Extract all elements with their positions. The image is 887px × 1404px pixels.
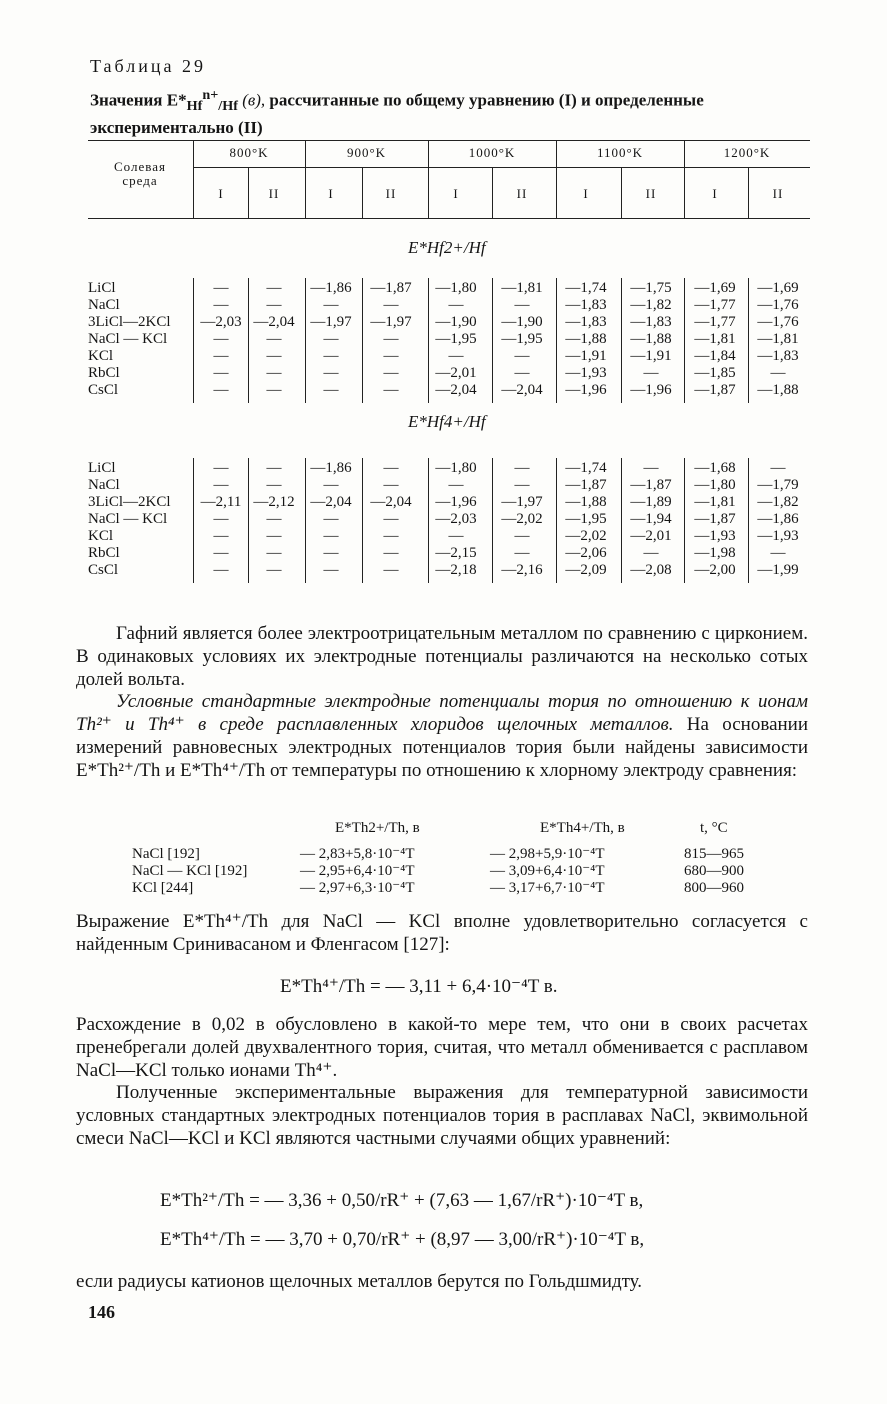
table-cell: — xyxy=(383,348,399,364)
table-cell: —1,97 xyxy=(310,314,352,330)
table-cell: — xyxy=(266,528,282,544)
table-cell: —1,93 xyxy=(565,365,607,381)
mini-range: 800—960 xyxy=(684,880,744,896)
salt-name: NaCl xyxy=(88,297,120,313)
salt-name: CsCl xyxy=(88,562,119,578)
table-cell: —1,77 xyxy=(694,297,736,313)
title-sub: Hf xyxy=(186,98,203,115)
table-cell: — xyxy=(323,348,339,364)
table-cell: —2,00 xyxy=(694,562,736,578)
table-cell: —1,87 xyxy=(565,477,607,493)
table-cell: — xyxy=(448,477,464,493)
table-cell: — xyxy=(213,382,229,398)
table-cell: — xyxy=(266,511,282,527)
table-cell: — xyxy=(266,477,282,493)
table-cell: — xyxy=(383,365,399,381)
table-cell: — xyxy=(383,511,399,527)
table-cell: —1,95 xyxy=(435,331,477,347)
table-cell: — xyxy=(323,331,339,347)
title-part2: рассчитанные по общему уравнению (I) и определенные экспериментально (II) xyxy=(90,90,704,138)
header-col: I xyxy=(712,186,718,201)
table-cell: —1,88 xyxy=(565,331,607,347)
mini-value: — 3,09+6,4·10⁻⁴T xyxy=(490,863,605,879)
table-cell: —1,75 xyxy=(630,280,672,296)
header-col: II xyxy=(645,186,657,201)
mini-salt: KCl [244] xyxy=(132,880,194,896)
header-temp: 1200°K xyxy=(723,145,771,160)
table-cell: —1,95 xyxy=(565,511,607,527)
table-cell: —2,15 xyxy=(435,545,477,561)
table-cell: —1,80 xyxy=(435,280,477,296)
salt-name: RbCl xyxy=(88,365,120,381)
page-number: 146 xyxy=(88,1302,115,1322)
header-col: II xyxy=(385,186,397,201)
table-cell: —2,04 xyxy=(370,494,412,510)
table-cell: —1,82 xyxy=(630,297,672,313)
table-cell: —1,96 xyxy=(565,382,607,398)
table-cell: — xyxy=(514,365,530,381)
mini-value: — 2,95+6,4·10⁻⁴T xyxy=(300,863,415,879)
table-cell: — xyxy=(323,528,339,544)
table-cell: — xyxy=(383,297,399,313)
table-cell: —1,96 xyxy=(630,382,672,398)
table-cell: — xyxy=(323,562,339,578)
table-cell: —2,16 xyxy=(501,562,543,578)
table-caption: Таблица 29 xyxy=(90,56,206,76)
table-cell: — xyxy=(448,528,464,544)
paragraph-3: Выражение E*Th⁴⁺/Th для NaCl — KCl вполне удовлетворительно согласуется с найденным Сринивасаном и Фленгасом [127]: xyxy=(76,911,808,955)
table-cell: —1,81 xyxy=(757,331,799,347)
table-cell: —1,80 xyxy=(694,477,736,493)
table-cell: — xyxy=(643,365,659,381)
mini-range: 680—900 xyxy=(684,863,744,879)
table-cell: — xyxy=(770,365,786,381)
table-cell: —1,86 xyxy=(757,511,799,527)
table-cell: —1,74 xyxy=(565,280,607,296)
sub-divider xyxy=(362,167,363,218)
table-cell: —1,83 xyxy=(565,297,607,313)
table-cell: — xyxy=(514,348,530,364)
table-cell: — xyxy=(514,545,530,561)
table-cell: —1,95 xyxy=(501,331,543,347)
table-cell: —1,86 xyxy=(310,460,352,476)
table-cell: —1,81 xyxy=(501,280,543,296)
table-cell: —2,02 xyxy=(501,511,543,527)
header-col: II xyxy=(772,186,784,201)
table-cell: —2,04 xyxy=(253,314,295,330)
salt-name: LiCl xyxy=(88,280,116,296)
table-cell: —1,76 xyxy=(757,314,799,330)
header-temp: 900°K xyxy=(346,145,387,160)
table-cell: — xyxy=(266,365,282,381)
formula-1: E*Th⁴⁺/Th = — 3,11 + 6,4·10⁻⁴T в. xyxy=(280,976,558,997)
table-cell: —1,97 xyxy=(370,314,412,330)
table-cell: — xyxy=(213,365,229,381)
table-cell: — xyxy=(643,460,659,476)
table-cell: — xyxy=(266,382,282,398)
table-cell: —1,83 xyxy=(757,348,799,364)
table-cell: — xyxy=(213,348,229,364)
table-cell: — xyxy=(643,545,659,561)
table-cell: —2,09 xyxy=(565,562,607,578)
table-top-rule xyxy=(88,140,810,141)
mini-header: t, °C xyxy=(700,820,728,836)
mini-value: — 3,17+6,7·10⁻⁴T xyxy=(490,880,605,896)
table-cell: — xyxy=(266,545,282,561)
table-cell: —1,74 xyxy=(565,460,607,476)
salt-name: LiCl xyxy=(88,460,116,476)
table-cell: —1,68 xyxy=(694,460,736,476)
mini-header: E*Th4+/Th, в xyxy=(540,820,625,836)
table-cell: — xyxy=(323,511,339,527)
table-cell: — xyxy=(266,562,282,578)
table-cell: — xyxy=(213,297,229,313)
section-label: E*Hf2+/Hf xyxy=(408,238,486,257)
salt-name: 3LiCl—2KCl xyxy=(88,494,171,510)
table-cell: — xyxy=(323,297,339,313)
table-cell: — xyxy=(213,562,229,578)
mini-range: 815—965 xyxy=(684,846,744,862)
table-cell: —1,90 xyxy=(501,314,543,330)
salt-name: 3LiCl—2KCl xyxy=(88,314,171,330)
salt-name: CsCl xyxy=(88,382,119,398)
header-col: I xyxy=(218,186,224,201)
sub-divider xyxy=(748,167,749,218)
table-cell: — xyxy=(383,460,399,476)
table-cell: —1,81 xyxy=(694,331,736,347)
mini-salt: NaCl [192] xyxy=(132,846,200,862)
table-cell: — xyxy=(213,545,229,561)
table-cell: — xyxy=(213,528,229,544)
table-cell: — xyxy=(323,382,339,398)
paragraph-4: Расхождение в 0,02 в обусловлено в какой-то мере тем, что они в своих расчетах пренебрегали долей двухвалентного тория, считая, что металл обменивается с расплавом NaCl—KCl только ионами Th⁴⁺. xyxy=(76,1014,808,1081)
table-cell: —2,04 xyxy=(501,382,543,398)
salt-name: NaCl — KCl xyxy=(88,331,168,347)
table-cell: —2,04 xyxy=(435,382,477,398)
table-cell: —1,80 xyxy=(435,460,477,476)
paragraph-5: Полученные экспериментальные выражения для температурной зависимости условных стандартных электродных потенциалов тория в расплавах NaCl, эквимольной смеси NaCl—KCl и KCl являются частными случаями общих уравнений: xyxy=(76,1082,808,1149)
table-cell: — xyxy=(266,297,282,313)
title-unit: (в), xyxy=(242,90,266,110)
table-cell: — xyxy=(323,365,339,381)
table-cell: —1,87 xyxy=(370,280,412,296)
mini-value: — 2,97+6,3·10⁻⁴T xyxy=(300,880,415,896)
header-salt: Солевая среда xyxy=(114,159,166,188)
header-col: I xyxy=(453,186,459,201)
table-cell: —1,83 xyxy=(565,314,607,330)
table-cell: —1,76 xyxy=(757,297,799,313)
table-cell: — xyxy=(213,511,229,527)
sub-divider xyxy=(621,167,622,218)
mini-salt: NaCl — KCl [192] xyxy=(132,863,248,879)
paragraph-2 xyxy=(76,690,808,782)
table-cell: —1,69 xyxy=(757,280,799,296)
table-cell: — xyxy=(213,280,229,296)
sub-divider xyxy=(248,167,249,218)
paragraph-6: если радиусы катионов щелочных металлов берутся по Гольдшмидту. xyxy=(76,1271,643,1292)
formula-3: E*Th⁴⁺/Th = — 3,70 + 0,70/rR⁺ + (8,97 — 3,00/rR⁺)·10⁻⁴T в, xyxy=(160,1229,645,1250)
table-cell: —1,89 xyxy=(630,494,672,510)
table-cell: — xyxy=(266,460,282,476)
table-cell: —1,96 xyxy=(435,494,477,510)
header-temp: 1000°K xyxy=(468,145,516,160)
table-cell: — xyxy=(448,297,464,313)
table-cell: —1,77 xyxy=(694,314,736,330)
table-cell: — xyxy=(448,348,464,364)
table-cell: —1,88 xyxy=(757,382,799,398)
paragraph-2-body: На основании измерений равновесных электродных потенциалов тория были найдены зависимости E*Th²⁺/Th и E*Th⁴⁺/Th от температуры по отношению к хлорному электроду сравнения: xyxy=(76,714,809,781)
table-cell: —1,98 xyxy=(694,545,736,561)
table-cell: — xyxy=(514,297,530,313)
table-cell: —1,99 xyxy=(757,562,799,578)
table-cell: — xyxy=(514,528,530,544)
table-cell: — xyxy=(514,477,530,493)
table-cell: —2,02 xyxy=(565,528,607,544)
table-header-rule xyxy=(193,167,810,168)
table-cell: —1,86 xyxy=(310,280,352,296)
table-cell: —2,08 xyxy=(630,562,672,578)
paragraph-2-heading: Условные стандартные электродные потенциалы тория по отношению к ионам Th²⁺ и Th⁴⁺ в среде расплавленных хлоридов щелочных металлов. xyxy=(76,691,808,735)
salt-name: RbCl xyxy=(88,545,120,561)
table-cell: —1,88 xyxy=(565,494,607,510)
table-cell: —1,84 xyxy=(694,348,736,364)
table-cell: —2,06 xyxy=(565,545,607,561)
table-cell: —2,12 xyxy=(253,494,295,510)
table-cell: —1,87 xyxy=(694,511,736,527)
table-cell: — xyxy=(383,477,399,493)
table-cell: — xyxy=(383,528,399,544)
header-temp: 1100°K xyxy=(596,145,644,160)
mini-value: — 2,98+5,9·10⁻⁴T xyxy=(490,846,605,862)
header-col: I xyxy=(583,186,589,201)
table-cell: — xyxy=(213,477,229,493)
table-title xyxy=(90,84,810,139)
table-cell: —1,94 xyxy=(630,511,672,527)
table-cell: — xyxy=(213,331,229,347)
table-cell: —1,69 xyxy=(694,280,736,296)
table-cell: — xyxy=(770,460,786,476)
table-head-bottom-rule xyxy=(88,218,810,219)
table-cell: — xyxy=(514,460,530,476)
table-cell: — xyxy=(323,477,339,493)
table-cell: — xyxy=(383,382,399,398)
table-cell: —2,01 xyxy=(435,365,477,381)
sub-divider xyxy=(492,167,493,218)
table-cell: —1,87 xyxy=(630,477,672,493)
table-cell: —2,03 xyxy=(435,511,477,527)
header-col: I xyxy=(328,186,334,201)
table-cell: —1,85 xyxy=(694,365,736,381)
table-cell: — xyxy=(266,331,282,347)
table-cell: —1,79 xyxy=(757,477,799,493)
table-cell: —1,83 xyxy=(630,314,672,330)
table-cell: —1,82 xyxy=(757,494,799,510)
table-cell: —1,91 xyxy=(630,348,672,364)
table-cell: —1,93 xyxy=(694,528,736,544)
mini-value: — 2,83+5,8·10⁻⁴T xyxy=(300,846,415,862)
table-cell: — xyxy=(266,348,282,364)
title-sub2: /Hf xyxy=(218,98,238,115)
salt-name: NaCl xyxy=(88,477,120,493)
table-cell: —1,97 xyxy=(501,494,543,510)
salt-name: NaCl — KCl xyxy=(88,511,168,527)
table-cell: — xyxy=(323,545,339,561)
table-cell: —2,03 xyxy=(200,314,242,330)
title-part1: Значения E* xyxy=(90,90,187,110)
mini-header: E*Th2+/Th, в xyxy=(335,820,420,836)
table-cell: —1,87 xyxy=(694,382,736,398)
formula-2: E*Th²⁺/Th = — 3,36 + 0,50/rR⁺ + (7,63 — 1,67/rR⁺)·10⁻⁴T в, xyxy=(160,1190,644,1211)
table-cell: —1,93 xyxy=(757,528,799,544)
paragraph-1: Гафний является более электроотрицательным металлом по сравнению с цирконием. В одинаковых условиях их электродные потенциалы различаются на несколько сотых долей вольта. xyxy=(76,623,808,690)
table-cell: —2,18 xyxy=(435,562,477,578)
title-sup: n+ xyxy=(202,87,219,103)
table-cell: — xyxy=(770,545,786,561)
table-cell: — xyxy=(383,545,399,561)
table-cell: — xyxy=(383,562,399,578)
table-cell: —1,91 xyxy=(565,348,607,364)
header-col: II xyxy=(516,186,528,201)
table-cell: —2,04 xyxy=(310,494,352,510)
table-cell: — xyxy=(266,280,282,296)
salt-name: KCl xyxy=(88,528,114,544)
table-cell: — xyxy=(383,331,399,347)
header-temp: 800°K xyxy=(229,145,269,160)
header-col: II xyxy=(268,186,280,201)
table-cell: —1,88 xyxy=(630,331,672,347)
salt-name: KCl xyxy=(88,348,114,364)
table-cell: —1,90 xyxy=(435,314,477,330)
table-cell: — xyxy=(213,460,229,476)
section-label: E*Hf4+/Hf xyxy=(408,412,486,431)
table-cell: —2,11 xyxy=(200,494,242,510)
table-cell: —2,01 xyxy=(630,528,672,544)
table-cell: —1,81 xyxy=(694,494,736,510)
